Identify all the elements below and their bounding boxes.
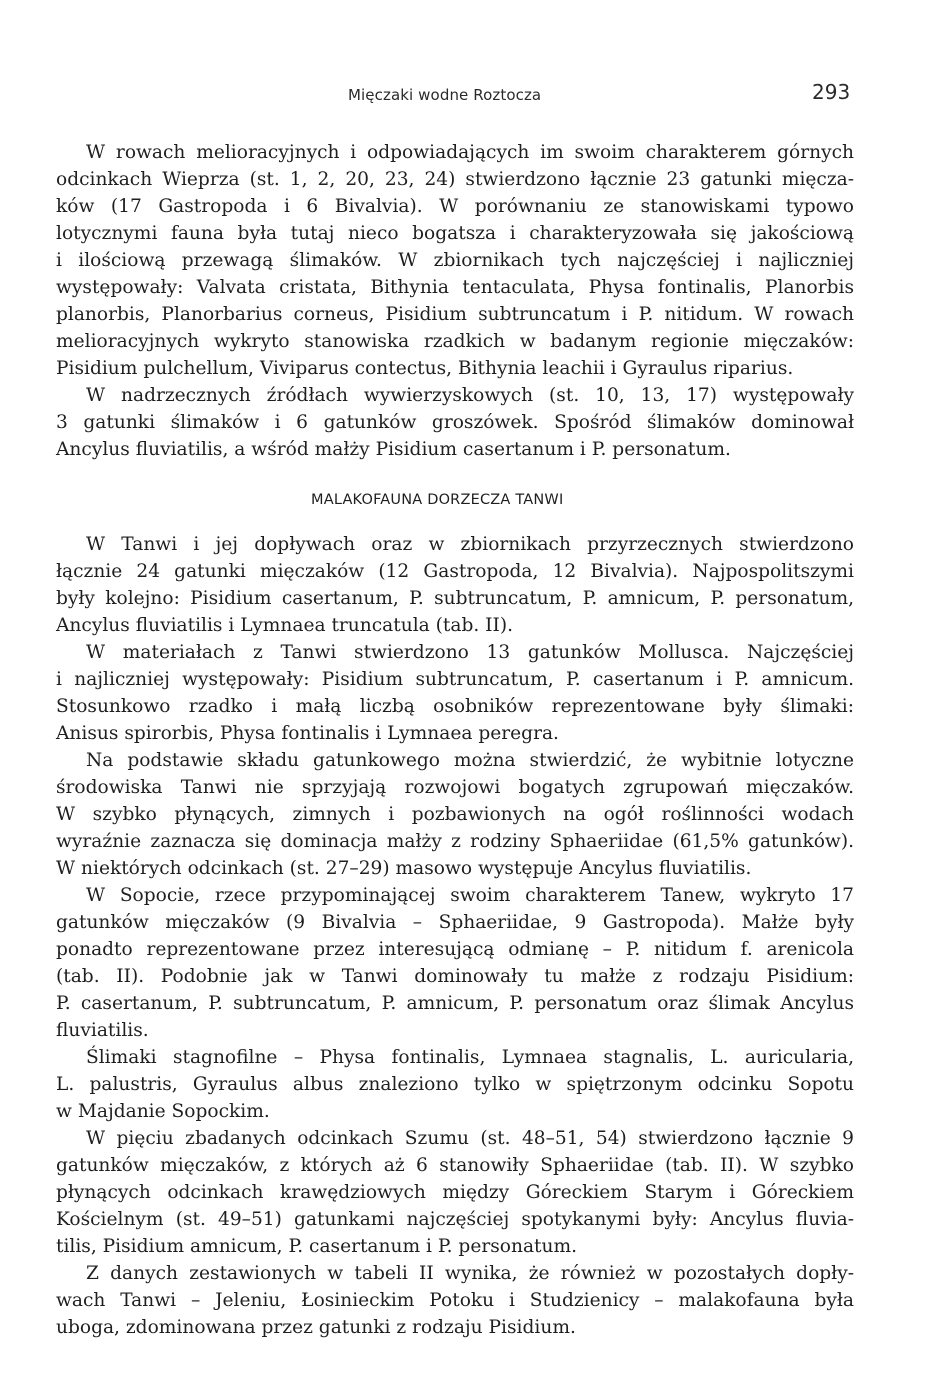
text-line: i ilościową przewagą ślimaków. W zbiornikach tych najczęściej i najliczniej [56,250,854,271]
text-line: P. casertanum, P. subtruncatum, P. amnicum, P. personatum oraz ślimak Ancylus [56,993,854,1014]
section-heading-text: MALAKOFAUNA DORZECZA TANWI [311,492,564,508]
text-line: Kościelnym (st. 49–51) gatunkami najczęściej spotykanymi były: Ancylus fluvia- [56,1209,854,1230]
text-line: występowały: Valvata cristata, Bithynia tentaculata, Physa fontinalis, Planorbis [56,277,854,298]
text-line: (tab. II). Podobnie jak w Tanwi dominowały tu małże z rodzaju Pisidium: [56,966,854,987]
text-line: wach Tanwi – Jeleniu, Łosinieckim Potoku i Studzienicy – malakofauna była [56,1290,854,1311]
text-line: Pisidium pulchellum, Viviparus contectus, Bithynia leachii i Gyraulus riparius. [56,358,794,379]
text-line: W rowach melioracyjnych i odpowiadających im swoim charakterem górnych [86,142,854,163]
text-line: W nadrzecznych źródłach wywierzyskowych (st. 10, 13, 17) występowały [86,385,854,406]
text-line: 3 gatunki ślimaków i 6 gatunków groszówek. Spośród ślimaków dominował [56,412,854,433]
text-line: ków (17 Gastropoda i 6 Bivalvia). W porównaniu ze stanowiskami typowo [56,196,854,217]
text-line: lotycznymi fauna była tutaj nieco bogatsza i charakteryzowała się jakościową [56,223,854,244]
text-line: Ancylus fluviatilis i Lymnaea truncatula (tab. II). [56,615,514,636]
running-title: Mięczaki wodne Roztocza [348,86,542,104]
text-line: fluviatilis. [56,1020,149,1041]
section-body [56,531,854,1341]
text-line: w Majdanie Sopockim. [56,1101,270,1122]
text-line: wyraźnie zaznacza się dominacja małży z rodziny Sphaeriidae (61,5% gatunków). [56,831,854,852]
text-line: Na podstawie składu gatunkowego można stwierdzić, że wybitnie lotyczne [86,750,854,771]
text-line: W Sopocie, rzece przypominającej swoim charakterem Tanew, wykryto 17 [86,885,854,906]
text-line: Ancylus fluviatilis, a wśród małży Pisidium casertanum i P. personatum. [56,439,731,460]
text-line: łącznie 24 gatunki mięczaków (12 Gastropoda, 12 Bivalvia). Najpospolitszymi [56,561,854,582]
text-line: uboga, zdominowana przez gatunki z rodzaju Pisidium. [56,1317,576,1338]
text-line: Stosunkowo rzadko i małą liczbą osobników reprezentowane były ślimaki: [56,696,854,717]
text-line: Ślimaki stagnofilne – Physa fontinalis, Lymnaea stagnalis, L. auricularia, [86,1047,854,1068]
text-line: melioracyjnych wykryto stanowiska rzadkich w badanym regionie mięczaków: [56,331,854,352]
intro-paragraph [56,139,854,463]
text-line: ponadto reprezentowane przez interesującą odmianę – P. nitidum f. arenicola [56,939,854,960]
text-line: środowiska Tanwi nie sprzyjają rozwojowi bogatych zgrupowań mięczaków. [56,777,854,798]
text-line: odcinkach Wieprza (st. 1, 2, 20, 23, 24) stwierdzono łącznie 23 gatunki mięcza- [56,169,854,190]
text-line: tilis, Pisidium amnicum, P. casertanum i P. personatum. [56,1236,578,1257]
page-number: 293 [812,80,851,104]
text-line: gatunków mięczaków (9 Bivalvia – Sphaeriidae, 9 Gastropoda). Małże były [56,912,854,933]
text-line: planorbis, Planorbarius corneus, Pisidium subtruncatum i P. nitidum. W rowach [56,304,854,325]
text-line: W pięciu zbadanych odcinkach Szumu (st. 48–51, 54) stwierdzono łącznie 9 [86,1128,854,1149]
text-line: Z danych zestawionych w tabeli II wynika, że również w pozostałych dopły- [86,1263,854,1284]
text-line: i najliczniej występowały: Pisidium subtruncatum, P. casertanum i P. amnicum. [56,669,854,690]
text-line: L. palustris, Gyraulus albus znaleziono tylko w spiętrzonym odcinku Sopotu [56,1074,854,1095]
text-line: płynących odcinkach krawędziowych między Góreckiem Starym i Góreckiem [56,1182,854,1203]
text-line: W niektórych odcinkach (st. 27–29) masowo występuje Ancylus fluviatilis. [56,858,752,879]
text-line: gatunków mięczaków, z których aż 6 stanowiły Sphaeriidae (tab. II). W szybko [56,1155,854,1176]
text-line: W szybko płynących, zimnych i pozbawionych na ogół roślinności wodach [56,804,854,825]
text-line: Anisus spirorbis, Physa fontinalis i Lymnaea peregra. [56,723,559,744]
text-line: W Tanwi i jej dopływach oraz w zbiornikach przyrzecznych stwierdzono [86,534,854,555]
text-line: były kolejno: Pisidium casertanum, P. subtruncatum, P. amnicum, P. personatum, [56,588,854,609]
text-line: W materiałach z Tanwi stwierdzono 13 gatunków Mollusca. Najczęściej [86,642,854,663]
